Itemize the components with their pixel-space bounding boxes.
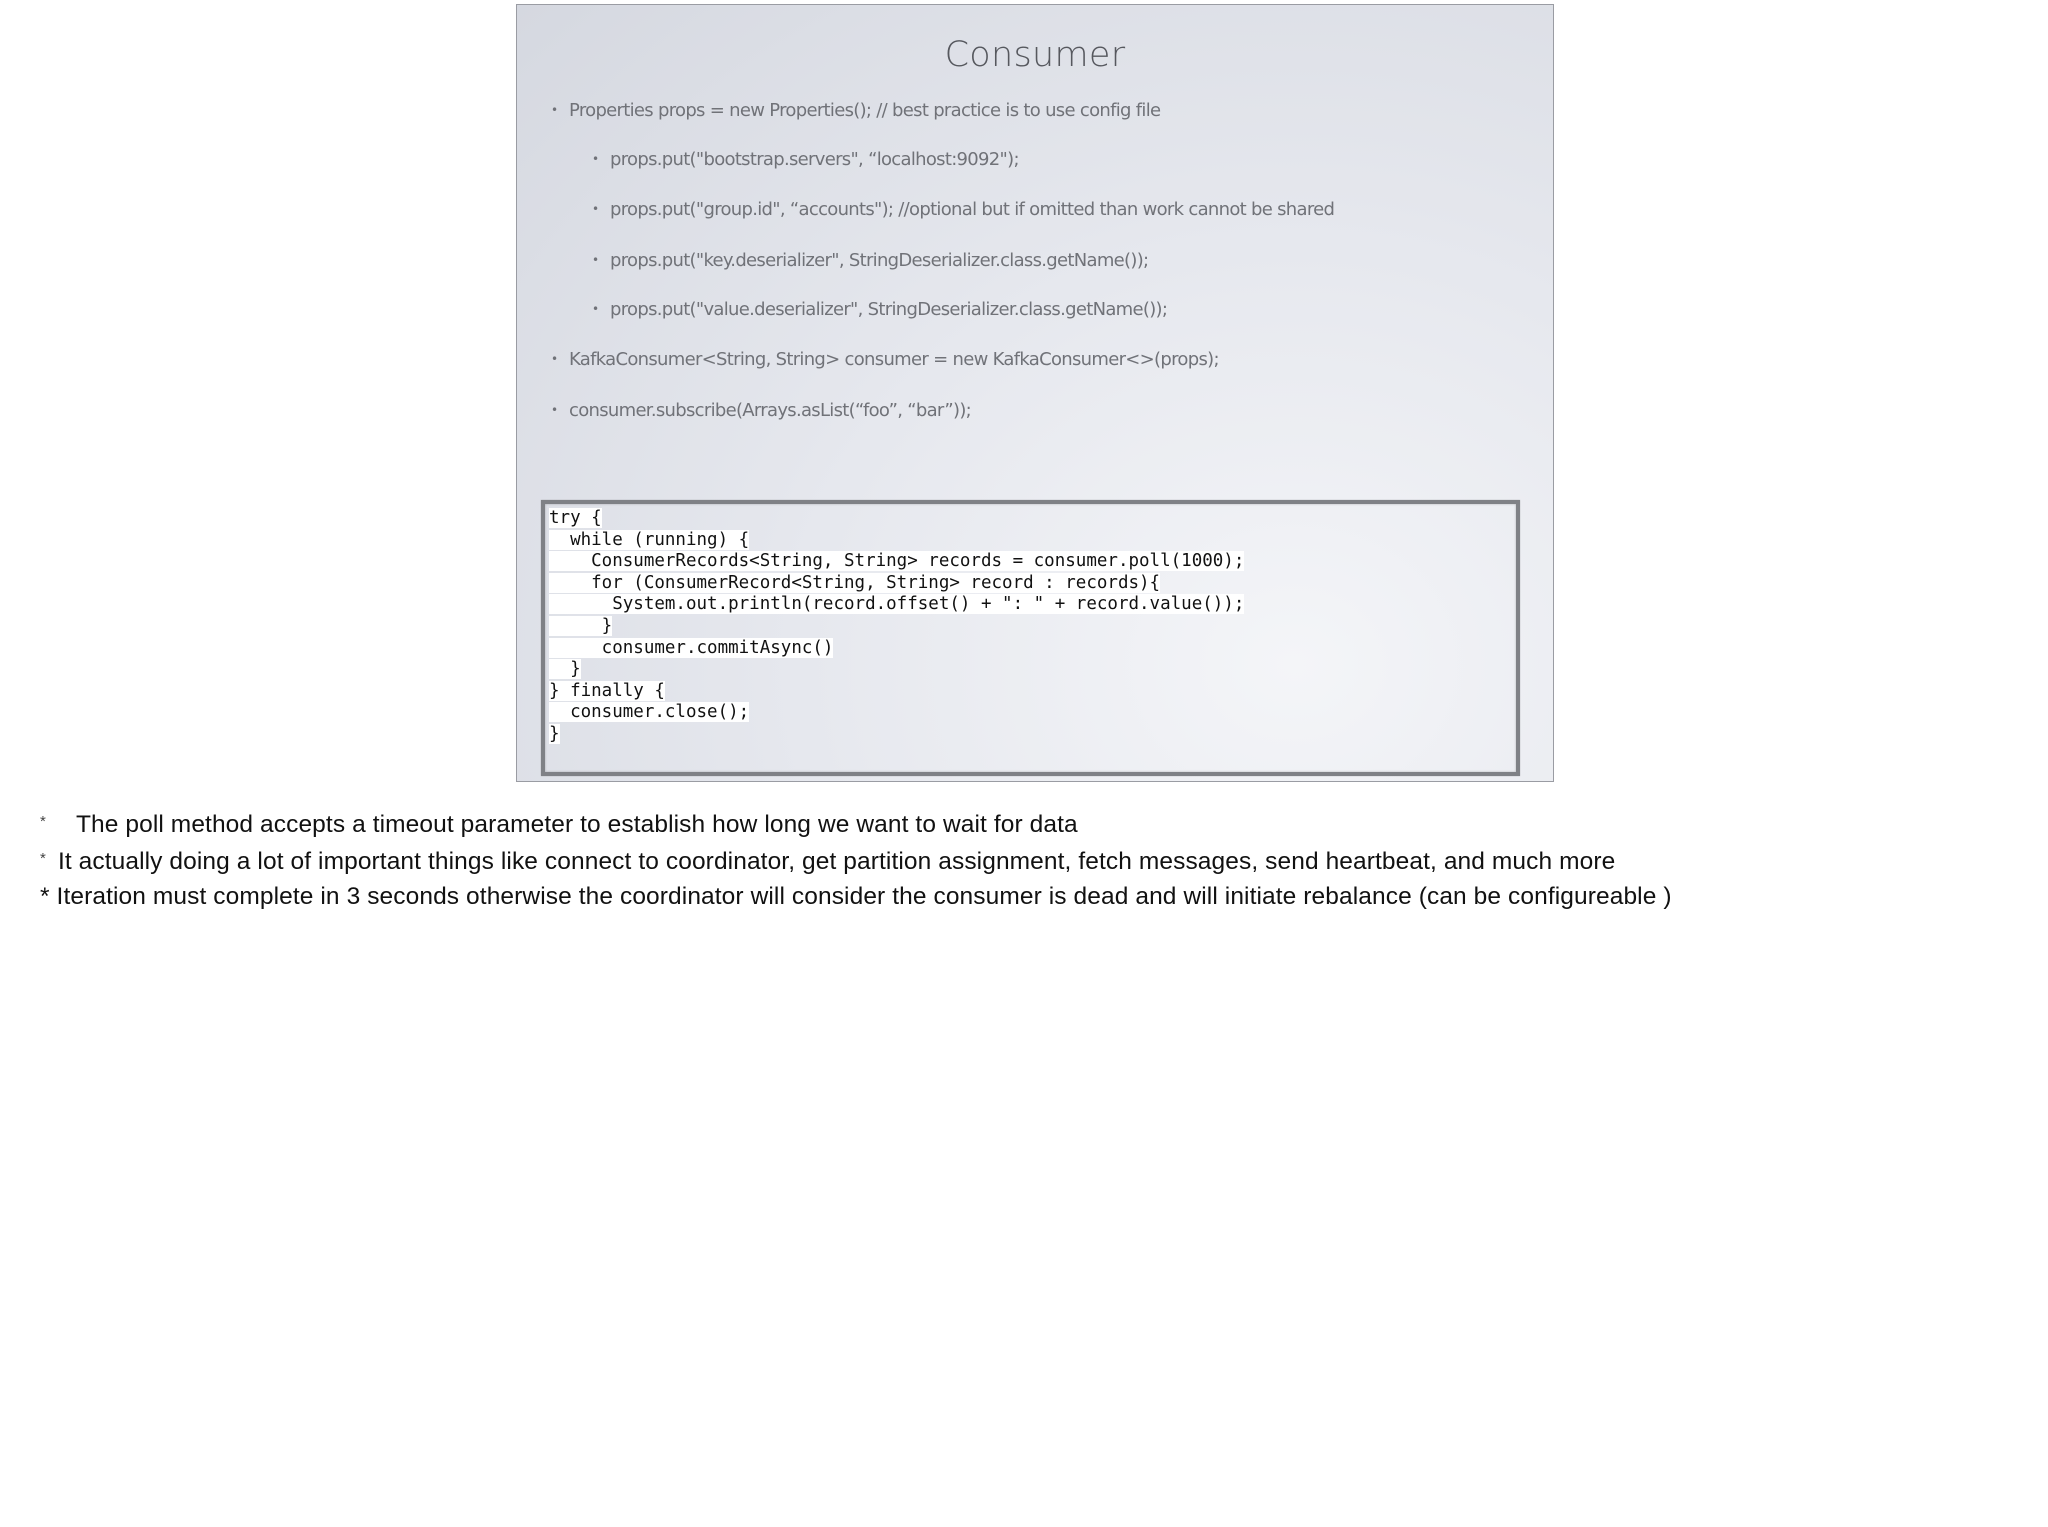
code-line: consumer.close(); [549,702,750,723]
code-line: System.out.println(record.offset() + ": " + record.value()); [549,594,1245,615]
bullet-text: props.put("key.deserializer", StringDeserializer.class.getName()); [610,250,1149,271]
bullet-item [592,250,1148,271]
code-line: ConsumerRecords<String, String> records = consumer.poll(1000); [549,551,1245,572]
speaker-note [40,811,1078,839]
speaker-note [40,883,1672,911]
bullet-item [551,349,1219,370]
bullet-text: consumer.subscribe(Arrays.asList(“foo”, “bar”)); [569,400,972,421]
bullet-dot-icon: • [592,253,599,267]
bullet-dot-icon: • [551,352,558,366]
code-snippet [549,508,1244,746]
note-star: * [40,850,46,867]
code-line: consumer.commitAsync() [549,637,834,658]
code-snippet-frame [541,500,1520,776]
slide-title: Consumer [944,35,1126,75]
code-line: for (ConsumerRecord<String, String> record : records){ [549,572,1161,593]
bullet-item [592,199,1334,220]
bullet-dot-icon: • [551,103,558,117]
bullet-text: Properties props = new Properties(); // best practice is to use config file [569,100,1161,121]
bullet-dot-icon: • [592,202,599,216]
note-star: * [40,813,46,830]
bullet-dot-icon: • [551,403,558,417]
code-line: } [549,723,560,744]
bullet-dot-icon: • [592,152,599,166]
bullet-dot-icon: • [592,302,599,316]
code-line: } [549,615,613,636]
bullet-item [592,299,1167,320]
bullet-item [592,149,1019,170]
note-text: The poll method accepts a timeout parameter to establish how long we want to wait for data [75,811,1078,838]
bullet-text: props.put("group.id", “accounts"); //optional but if omitted than work cannot be shared [610,199,1335,220]
note-text: It actually doing a lot of important things like connect to coordinator, get partition assignment, fetch messages, send heartbeat, and much more [57,848,1616,875]
bullet-text: KafkaConsumer<String, String> consumer = new KafkaConsumer<>(props); [569,349,1219,370]
bullet-item [551,400,971,421]
code-line: } finally { [549,680,665,701]
slide [516,4,1554,782]
code-line: } [549,659,581,680]
code-line: try { [549,508,602,528]
bullet-text: props.put("bootstrap.servers", “localhost:9092"); [610,149,1019,170]
code-line: while (running) { [549,529,750,550]
bullet-text: props.put("value.deserializer", StringDeserializer.class.getName()); [610,299,1168,320]
note-text: * Iteration must complete in 3 seconds otherwise the coordinator will consider the consumer is dead and will initiate rebalance (can be configureable ) [40,883,1672,910]
bullet-item [551,100,1160,121]
speaker-note [40,848,1615,876]
